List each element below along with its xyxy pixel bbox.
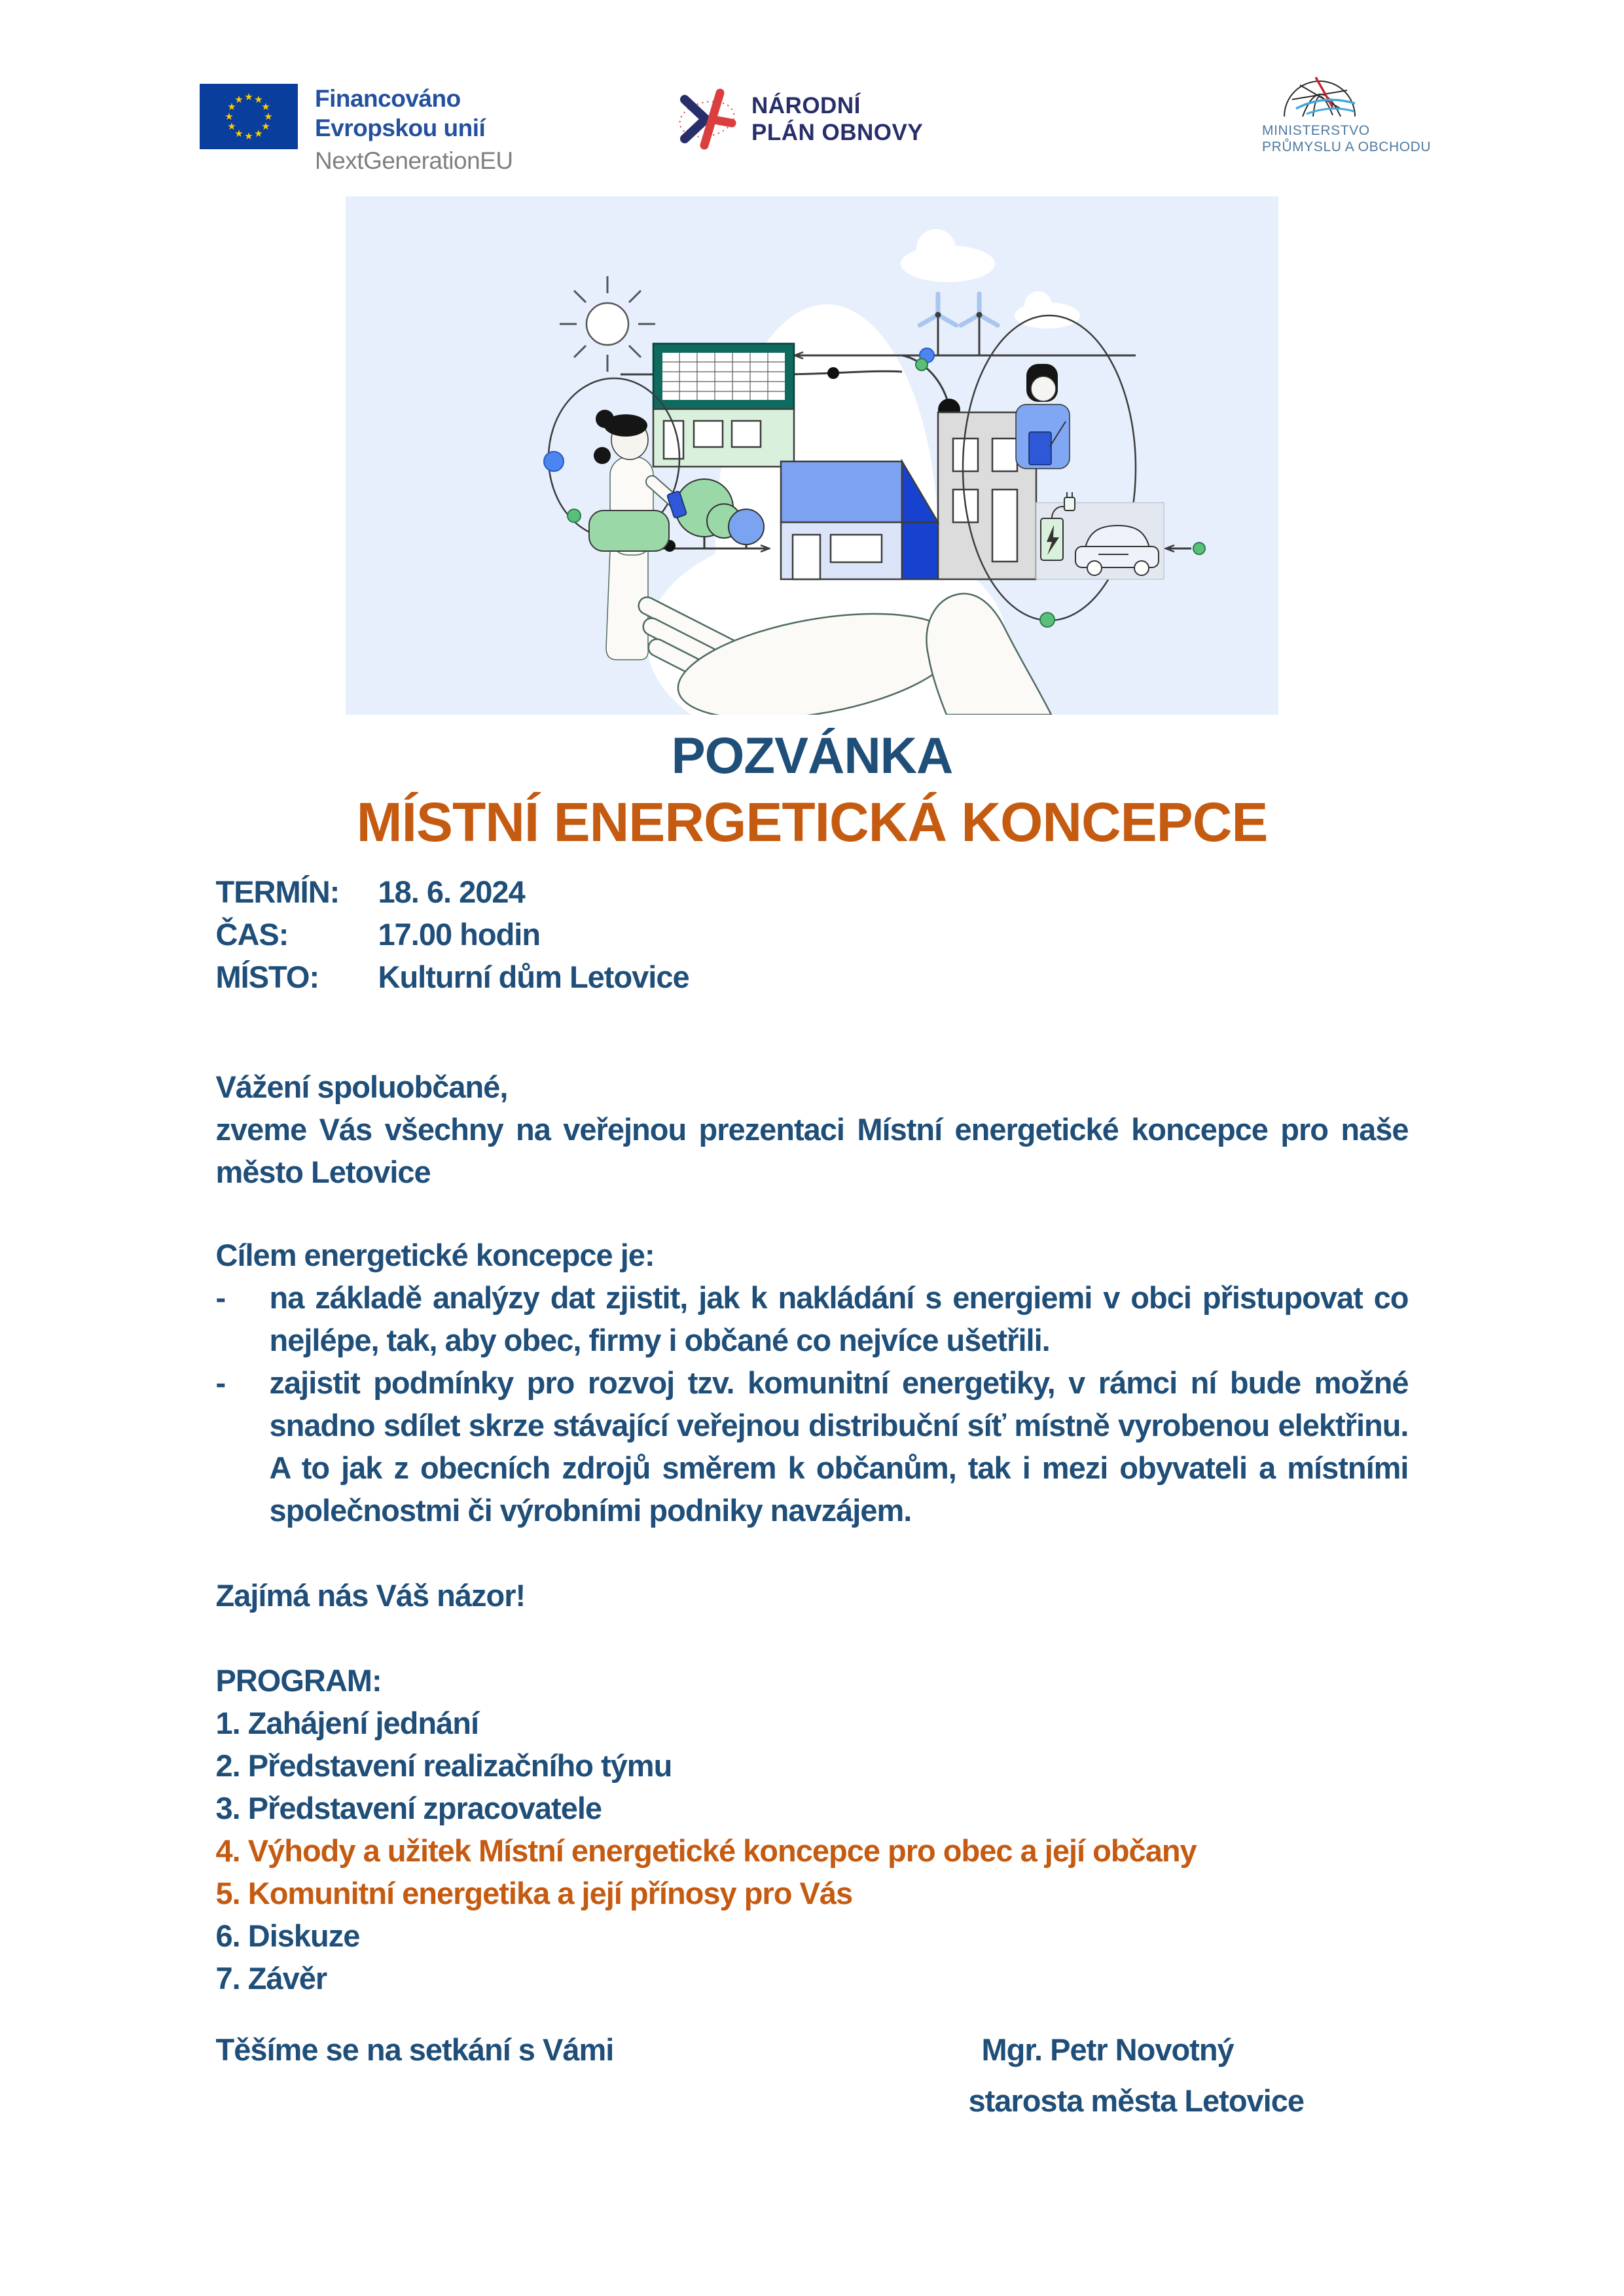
goals-heading: Cílem energetické koncepce je: xyxy=(215,1238,655,1272)
footer xyxy=(216,2024,1409,2126)
energy-community-illustration xyxy=(346,196,1278,715)
npo-logo-line1: NÁRODNÍ xyxy=(751,93,861,118)
logo-header xyxy=(0,0,1624,173)
npo-logo xyxy=(677,82,923,156)
detail-value: 17.00 hodin xyxy=(378,917,541,952)
mpo-globe-icon xyxy=(1280,71,1359,119)
signature-block xyxy=(969,2024,1305,2126)
program-item-7: 7. Závěr xyxy=(215,1961,327,1996)
event-details xyxy=(216,870,1409,998)
svg-text:★: ★ xyxy=(254,94,263,105)
eu-funding-logo xyxy=(200,84,513,175)
svg-text:★: ★ xyxy=(261,120,270,132)
page-subtitle: MÍSTNÍ ENERGETICKÁ KONCEPCE xyxy=(356,791,1268,853)
program-item-5: 5. Komunitní energetika a její přínosy pro Vás xyxy=(215,1876,853,1910)
detail-label: TERMÍN: xyxy=(215,874,340,909)
salutation: Vážení spoluobčané, xyxy=(215,1069,508,1104)
program-item-4: 4. Výhody a užitek Místní energetické koncepce pro obec a její občany xyxy=(215,1833,1197,1868)
svg-text:★: ★ xyxy=(227,120,236,132)
goal-item xyxy=(216,1276,1409,1361)
mpo-logo xyxy=(1262,71,1471,155)
svg-text:★: ★ xyxy=(264,111,273,122)
node-dot-green xyxy=(916,359,928,370)
signature-name: Mgr. Petr Novotný xyxy=(981,2032,1234,2067)
detail-row-date xyxy=(216,870,1409,913)
svg-text:★: ★ xyxy=(254,128,263,139)
goal-item xyxy=(216,1361,1409,1532)
intro-paragraph: zveme Vás všechny na veřejnou prezentaci Místní energetické koncepce pro naše město Letovice xyxy=(215,1112,1409,1189)
eu-logo-line3: NextGenerationEU xyxy=(315,147,513,174)
svg-text:★: ★ xyxy=(244,130,253,142)
program-item-2: 2. Představení realizačního týmu xyxy=(215,1748,672,1783)
program-item-1: 1. Zahájení jednání xyxy=(215,1706,478,1740)
detail-row-place xyxy=(216,956,1409,998)
program-item-3: 3. Představení zpracovatele xyxy=(215,1791,602,1825)
svg-text:★: ★ xyxy=(234,94,244,105)
detail-value: Kulturní dům Letovice xyxy=(378,960,689,994)
goal-text: na základě analýzy dat zjistit, jak k nakládání s energiemi v obci přistupovat co nejlépe, tak, aby obec, firmy i občané co nejvíce ušetřili. xyxy=(269,1280,1409,1357)
eu-logo-line1: Financováno xyxy=(315,85,461,112)
svg-text:★: ★ xyxy=(244,91,253,103)
mpo-logo-line1: MINISTERSTVO xyxy=(1262,123,1370,138)
solar-panel-icon xyxy=(653,344,794,409)
bullet-dash: - xyxy=(215,1365,226,1400)
mpo-logo-line2: PRŮMYSLU A OBCHODU xyxy=(1262,139,1432,154)
detail-label: MÍSTO: xyxy=(215,960,319,994)
signature-role: starosta města Letovice xyxy=(968,2083,1305,2118)
eu-logo-line2: Evropskou unií xyxy=(315,115,486,141)
green-house-icon xyxy=(653,409,794,467)
svg-text:★: ★ xyxy=(227,101,236,113)
detail-label: ČAS: xyxy=(215,917,289,952)
npo-logo-icon xyxy=(677,82,740,156)
svg-text:★: ★ xyxy=(261,101,270,113)
npo-logo-line2: PLÁN OBNOVY xyxy=(751,120,924,145)
bullet-dash: - xyxy=(215,1280,226,1315)
eu-flag-icon xyxy=(200,84,298,149)
detail-value: 18. 6. 2024 xyxy=(378,874,525,909)
closing-line: Těšíme se na setkání s Vámi xyxy=(215,2032,614,2067)
svg-text:★: ★ xyxy=(234,128,244,139)
program-item-6: 6. Diskuze xyxy=(215,1918,360,1953)
detail-row-time xyxy=(216,913,1409,956)
document-body xyxy=(216,870,1409,2000)
svg-text:★: ★ xyxy=(225,111,234,122)
page-title: POZVÁNKA xyxy=(671,726,953,784)
goal-text: zajistit podmínky pro rozvoj tzv. komunitní energetiky, v rámci ní bude možné snadno sdílet skrze stávající veřejnou distribuční síť místně vyrobenou elektřinu. A to jak z obecních zdrojů směrem k občanům, tak i mezi obyvateli a místními společnostmi či výrobními podniky navzájem. xyxy=(269,1365,1409,1528)
program-heading: PROGRAM: xyxy=(215,1663,382,1698)
opinion-line: Zajímá nás Váš názor! xyxy=(215,1578,526,1613)
